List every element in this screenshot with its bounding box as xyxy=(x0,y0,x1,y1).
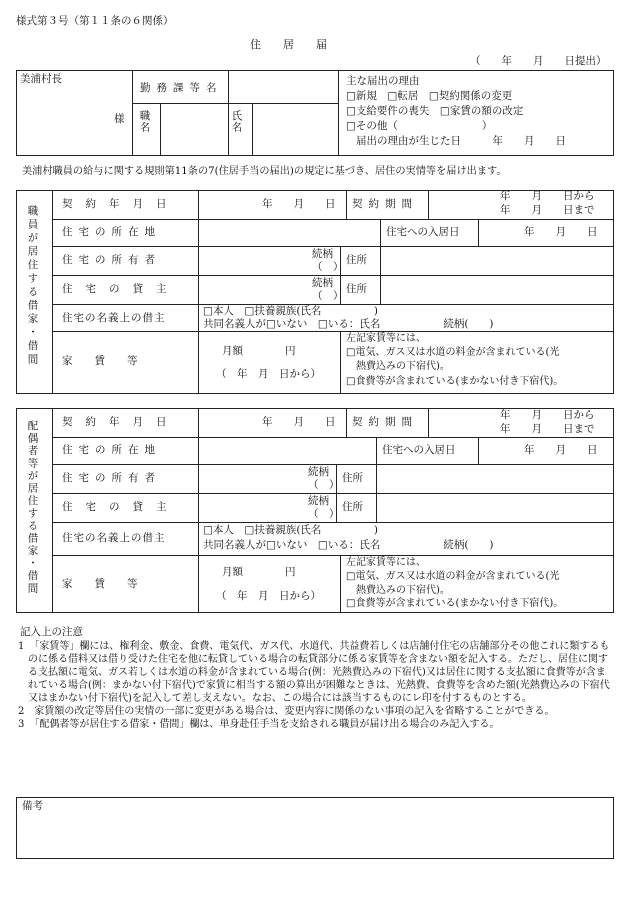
notes-list xyxy=(18,640,614,731)
s2-owner-label: 住宅の所有者 xyxy=(62,472,161,484)
s1-period-from[interactable]: 年 月 日から xyxy=(500,190,595,202)
mayor-label: 美浦村長 xyxy=(20,73,62,85)
sama-label: 様 xyxy=(114,113,125,125)
s1-nominee-line2[interactable]: 共同名義人が□いない □いる：氏名 続柄( ) xyxy=(203,318,494,330)
s2-lessor-relation-paren[interactable]: （ ） xyxy=(308,508,340,520)
s2-lessor-jusho: 住所 xyxy=(342,501,363,513)
s1-monthly[interactable]: 月額 円 xyxy=(222,345,296,357)
s2-lessor-relation: 続柄 xyxy=(308,495,329,507)
s2-nominee-line1[interactable]: □本人 □扶養親族(氏名 ) xyxy=(203,524,379,536)
s1-monthly-from[interactable]: （ 年 月 日から） xyxy=(216,368,321,380)
post-label: 職名 xyxy=(138,110,151,133)
section-1-side-label: 職員が居住する借家・借間 xyxy=(26,205,39,367)
name-field[interactable] xyxy=(253,104,337,155)
s2-owner-relation-paren[interactable]: （ ） xyxy=(308,479,340,491)
s2-rent-note3: 熱費込みの下宿代)。 xyxy=(356,585,450,596)
s1-nominee-line1[interactable]: □本人 □扶養親族(氏名 ) xyxy=(203,305,379,317)
s2-period-label: 契約期間 xyxy=(352,416,418,428)
notes-heading: 記入上の注意 xyxy=(20,626,83,638)
s2-rent-note2[interactable]: □電気、ガス又は水道の料金が含まれている(光 xyxy=(346,571,560,582)
s1-lessor-relation: 続柄 xyxy=(312,277,333,289)
s2-nominee-label: 住宅の名義上の借主 xyxy=(62,532,166,544)
reason-heading: 主な届出の理由 xyxy=(346,75,420,87)
page-title: 住 居 届 xyxy=(250,38,327,51)
s2-period-from[interactable]: 年 月 日から xyxy=(500,409,595,421)
s1-nominee-label: 住宅の名義上の借主 xyxy=(62,312,166,324)
s2-rent-label: 家賃等 xyxy=(62,578,160,590)
s1-rent-label: 家賃等 xyxy=(62,355,160,367)
s1-contract-date-value[interactable]: 年 月 日 xyxy=(262,198,336,210)
s1-lessor-relation-paren[interactable]: （ ） xyxy=(312,290,344,302)
form-number: 様式第３号（第１１条の６関係） xyxy=(16,15,174,27)
reason-line-3[interactable]: □その他（ ） xyxy=(346,120,493,132)
s2-monthly-from[interactable]: （ 年 月 日から） xyxy=(216,590,321,602)
s1-move-in-value[interactable]: 年 月 日 xyxy=(524,226,598,238)
dept-field[interactable] xyxy=(229,71,337,102)
s2-rent-note1: 左記家賃等には、 xyxy=(346,557,426,568)
name-label: 氏名 xyxy=(230,110,243,133)
remarks-label: 備考 xyxy=(22,800,43,812)
s2-rent-note4[interactable]: □食費等が含まれている(まかない付き下宿代)。 xyxy=(346,598,564,609)
s1-contract-date-label: 契約年月日 xyxy=(62,198,180,210)
s2-owner-jusho: 住所 xyxy=(342,472,363,484)
s1-rent-note2[interactable]: □電気、ガス又は水道の料金が含まれている(光 xyxy=(346,347,560,358)
s1-move-in-label: 住宅への入居日 xyxy=(386,226,460,238)
note-1: 1 「家賃等」欄には、権利金、敷金、食費、電気代、ガス代、水道代、共益費若しくは店舗付住宅の店舗部分その他これに類するものに係る借料又は借り受けた住宅を他に転貸している場合の転貸部分に係る家賃等を含まない額を記入する。ただし、居住に関する支払額に電気、ガス若しくは水道の料金が含まれている場合(例：光熱費込みの下宿代)又は居住に関する支払額に食費等が含まれている場合(例：まかない付下宿代)で家賃に相当する額の算出が困難なときは、光熱費、食費等を含めた額(光熱費込みの下宿代又はまかない付下宿代)を記入して差し支えない。なお、この場合には該当するものにレ印を付するものとする。 xyxy=(18,641,610,704)
s1-rent-note1: 左記家賃等には、 xyxy=(346,333,426,344)
s2-lessor-label: 住宅の貸主 xyxy=(62,501,180,513)
s1-rent-note3: 熱費込みの下宿代)。 xyxy=(356,361,450,372)
s1-period-label: 契約期間 xyxy=(352,198,418,210)
s2-contract-date-value[interactable]: 年 月 日 xyxy=(262,416,336,428)
s2-address-label: 住宅の所在地 xyxy=(62,444,161,456)
s2-period-to[interactable]: 年 月 日まで xyxy=(500,423,595,435)
s1-owner-relation-paren[interactable]: （ ） xyxy=(312,261,344,273)
s2-address-field[interactable] xyxy=(199,438,375,463)
s2-move-in-value[interactable]: 年 月 日 xyxy=(524,444,598,456)
section-2-side-label: 配偶者等が居住する借家・借間 xyxy=(26,420,39,595)
reason-line-1[interactable]: □新規 □転居 □契約関係の変更 xyxy=(346,90,513,102)
s1-rent-note4[interactable]: □食費等が含まれている(まかない付き下宿代)。 xyxy=(346,376,564,387)
s1-period-to[interactable]: 年 月 日まで xyxy=(500,204,595,216)
s1-owner-relation: 続柄 xyxy=(312,248,333,260)
s1-owner-label: 住宅の所有者 xyxy=(62,254,161,266)
s1-address-field[interactable] xyxy=(199,220,379,245)
note-3: 3 「配偶者等が居住する借家・借間」欄は、単身赴任手当を支給される職員が届け出る場合のみ記入する。 xyxy=(18,719,500,730)
reason-date[interactable]: 届出の理由が生じた日 年 月 日 xyxy=(356,135,566,147)
intro-text: 美浦村職員の給与に関する規則第11条の7(住居手当の届出)の規定に基づき、居住の実情等を届け出ます。 xyxy=(22,166,507,177)
reason-line-2[interactable]: □支給要件の喪失 □家賃の額の改定 xyxy=(346,105,524,117)
s1-lessor-jusho: 住所 xyxy=(346,283,367,295)
remarks-box[interactable] xyxy=(16,797,614,859)
s1-owner-jusho: 住所 xyxy=(346,254,367,266)
s1-lessor-label: 住宅の貸主 xyxy=(62,283,180,295)
s2-owner-relation: 続柄 xyxy=(308,466,329,478)
post-field[interactable] xyxy=(161,104,227,155)
s1-address-label: 住宅の所在地 xyxy=(62,226,161,238)
s2-contract-date-label: 契約年月日 xyxy=(62,416,180,428)
s2-nominee-line2[interactable]: 共同名義人が□いない □いる：氏名 続柄( ) xyxy=(203,539,494,551)
s2-monthly[interactable]: 月額 円 xyxy=(222,566,296,578)
s2-move-in-label: 住宅への入居日 xyxy=(382,444,456,456)
dept-label: 勤務課等名 xyxy=(140,82,223,94)
note-2: 2 家賃額の改定等居住の実情の一部に変更がある場合は、変更内容に関係のない事項の記入を省略することができる。 xyxy=(18,706,555,717)
submit-date[interactable]: （ 年 月 日提出） xyxy=(470,55,607,67)
